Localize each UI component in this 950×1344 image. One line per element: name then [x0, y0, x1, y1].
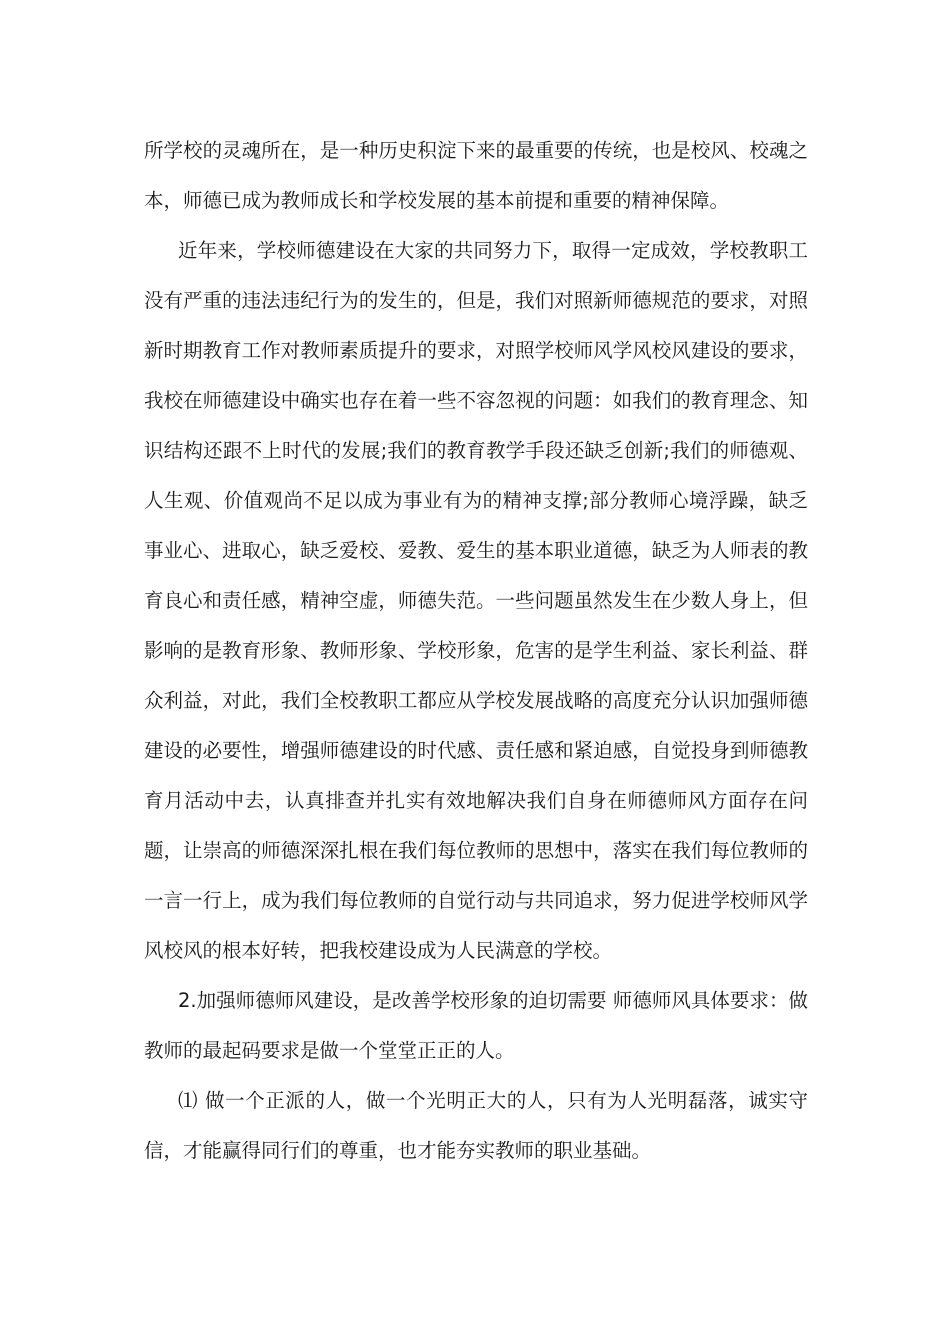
paragraph-continuation: 所学校的灵魂所在，是一种历史积淀下来的最重要的传统，也是校风、校魂之本，师德已成为教师成长和学校发展的基本前提和重要的精神保障。 [144, 139, 808, 212]
document-body [144, 126, 808, 1176]
paragraph-section-2: 2.加强师德师风建设，是改善学校形象的迫切需要 师德师风具体要求：做教师的最起码要求是做一个堂堂正正的人。 [144, 989, 808, 1062]
paragraph-item-1: ⑴ 做一个正派的人，做一个光明正大的人，只有为人光明磊落，诚实守信，才能赢得同行们的尊重，也才能夯实教师的职业基础。 [144, 1089, 808, 1162]
paragraph-current-status: 近年来，学校师德建设在大家的共同努力下，取得一定成效，学校教职工没有严重的违法违纪行为的发生的，但是，我们对照新师德规范的要求，对照新时期教育工作对教师素质提升的要求，对照学校师风学风校风建设的要求，我校在师德建设中确实也存在着一些不容忽视的问题：如我们的教育理念、知识结构还跟不上时代的发展;我们的教育教学手段还缺乏创新;我们的师德观、人生观、价值观尚不足以成为事业有为的精神支撑;部分教师心境浮躁，缺乏事业心、进取心，缺乏爱校、爱教、爱生的基本职业道德，缺乏为人师表的教育良心和责任感，精神空虚，师德失范。一些问题虽然发生在少数人身上，但影响的是教育形象、教师形象、学校形象，危害的是学生利益、家长利益、群众利益，对此，我们全校教职工都应从学校发展战略的高度充分认识加强师德建设的必要性，增强师德建设的时代感、责任感和紧迫感，自觉投身到师德教育月活动中去，认真排查并扎实有效地解决我们自身在师德师风方面存在问题，让崇高的师德深深扎根在我们每位教师的思想中，落实在我们每位教师的一言一行上，成为我们每位教师的自觉行动与共同追求，努力促进学校师风学风校风的根本好转，把我校建设成为人民满意的学校。 [144, 239, 808, 962]
